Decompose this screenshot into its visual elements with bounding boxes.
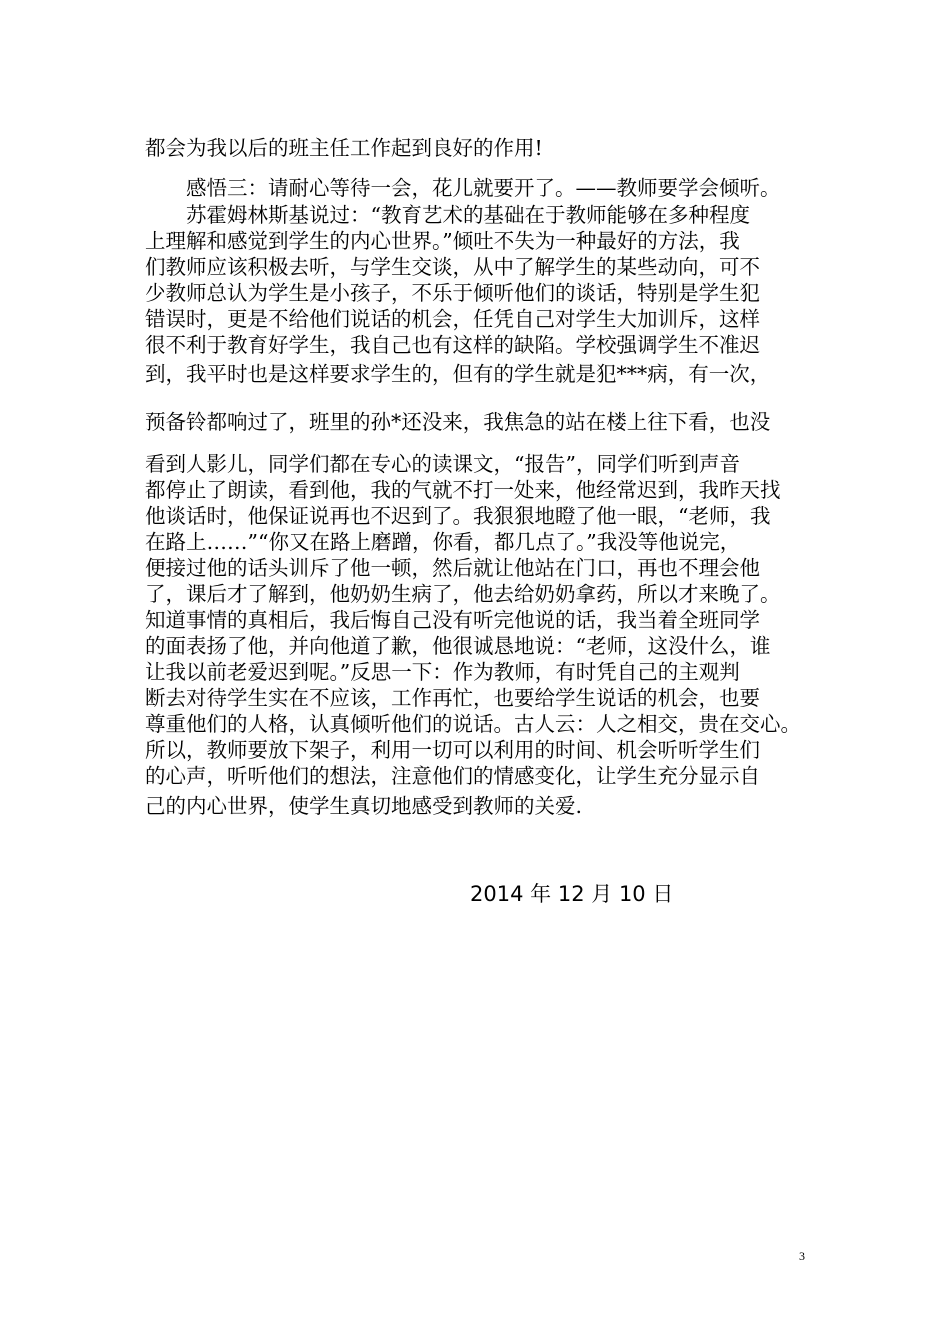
text-line: 都会为我以后的班主任工作起到良好的作用! xyxy=(145,136,543,160)
date-year-unit: 年 xyxy=(530,882,552,906)
text-line: 了，课后才了解到，他奶奶生病了，他去给奶奶拿药，所以才来晚了。 xyxy=(145,582,781,606)
text-line: 所以，教师要放下架子，利用一切可以利用的时间、机会听听学生们 xyxy=(145,738,760,762)
text-line: 预备铃都响过了，班里的孙*还没来，我焦急的站在楼上往下看，也没 xyxy=(145,410,771,434)
text-line: 很不利于教育好学生，我自己也有这样的缺陷。学校强调学生不准迟 xyxy=(145,333,760,357)
text-line: 都停止了朗读，看到他，我的气就不打一处来，他经常迟到，我昨天找 xyxy=(145,478,781,502)
page-number: 3 xyxy=(799,1249,805,1263)
text-line: 的面表扬了他，并向他道了歉，他很诚恳地说：“老师，这没什么，谁 xyxy=(145,634,771,658)
date-year: 2014 xyxy=(470,882,524,906)
text-line: 他谈话时，他保证说再也不迟到了。我狠狠地瞪了他一眼，“老师，我 xyxy=(145,504,771,528)
text-line: 便接过他的话头训斥了他一顿，然后就让他站在门口，再也不理会他 xyxy=(145,556,760,580)
text-line: 知道事情的真相后，我后悔自己没有听完他说的话，我当着全班同学 xyxy=(145,608,760,632)
text-line: 们教师应该积极去听，与学生交谈，从中了解学生的某些动向，可不 xyxy=(145,255,760,279)
text-line: 看到人影儿，同学们都在专心的读课文，“报告”，同学们听到声音 xyxy=(145,452,740,476)
text-line: 上理解和感觉到学生的内心世界。”倾吐不失为一种最好的方法，我 xyxy=(145,229,740,253)
text-line: 尊重他们的人格，认真倾听他们的说话。古人云：人之相交，贵在交心。 xyxy=(145,712,801,736)
text-line: 让我以前老爱迟到呢。”反思一下：作为教师，有时凭自己的主观判 xyxy=(145,660,740,684)
document-date xyxy=(470,880,673,908)
text-line: 己的内心世界，使学生真切地感受到教师的关爱. xyxy=(145,794,583,818)
date-day-unit: 日 xyxy=(652,882,674,906)
date-day: 10 xyxy=(618,882,646,906)
date-month-unit: 月 xyxy=(591,882,613,906)
date-month: 12 xyxy=(557,882,585,906)
text-line: 断去对待学生实在不应该，工作再忙，也要给学生说话的机会，也要 xyxy=(145,686,760,710)
text-line: 到，我平时也是这样要求学生的，但有的学生就是犯***病，有一次， xyxy=(145,362,771,386)
text-line: 感悟三：请耐心等待一会，花儿就要开了。——教师要学会倾听。 xyxy=(145,176,781,200)
text-line: 苏霍姆林斯基说过：“教育艺术的基础在于教师能够在多种程度 xyxy=(145,203,750,227)
text-line: 的心声，听听他们的想法，注意他们的情感变化，让学生充分显示自 xyxy=(145,764,760,788)
text-line: 少教师总认为学生是小孩子，不乐于倾听他们的谈话，特别是学生犯 xyxy=(145,281,760,305)
text-line: 在路上……”“你又在路上磨蹭，你看，都几点了。”我没等他说完， xyxy=(145,530,741,554)
text-line: 错误时，更是不给他们说话的机会，任凭自己对学生大加训斥，这样 xyxy=(145,307,760,331)
